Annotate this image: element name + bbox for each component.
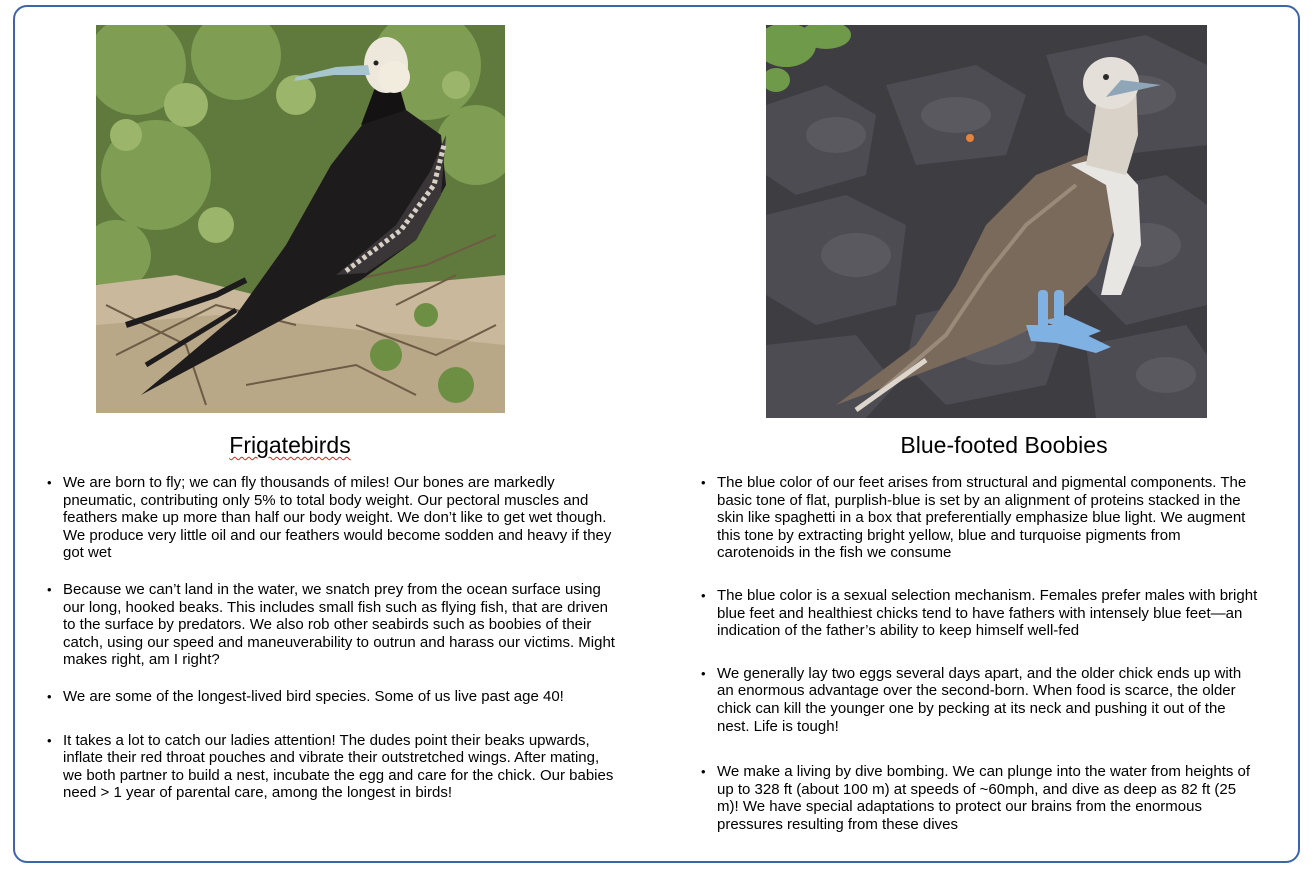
frigatebird-facts-list bbox=[45, 474, 620, 821]
frigatebird-photo bbox=[96, 25, 505, 413]
list-item: • It takes a lot to catch our ladies attention! The dudes point their beaks upwards, inflate their red throat pouches and vibrate their outstretched wings. After mating, we both partner to build a nest, incubate the egg and care for the chick. Our babies need > 1 year of parental care, among the longest in birds! bbox=[45, 732, 620, 802]
list-item: • We are some of the longest-lived bird species. Some of us live past age 40! bbox=[45, 688, 620, 706]
list-item: • We are born to fly; we can fly thousands of miles! Our bones are markedly pneumatic, contributing only 5% to total body weight. Our pectoral muscles and feathers make up more than half our body weight. We don’t like to get wet though. We produce very little oil and our feathers would become sodden and heavy if they got wet bbox=[45, 474, 620, 562]
list-item: • We make a living by dive bombing. We can plunge into the water from heights of up to 328 ft (about 100 m) at speeds of ~60mph, and dive as deep as 82 ft (25 m)! We have special adaptations to protect our brains from the enormous pressures resulting from these dives bbox=[699, 763, 1259, 833]
list-item: • The blue color is a sexual selection mechanism. Females prefer males with bright blue feet and healthiest chicks tend to have fathers with intensely blue feet—an indication of the father’s ability to keep himself well-fed bbox=[699, 587, 1259, 640]
list-item: • The blue color of our feet arises from structural and pigmental components. The basic tone of flat, purplish-blue is set by an alignment of proteins stacked in the skin like spaghetti in a box that preferentially emphasize blue light. We augment this tone by extracting bright yellow, blue and turquoise pigments from carotenoids in the fish we consume bbox=[699, 474, 1259, 562]
list-item: • We generally lay two eggs several days apart, and the older chick ends up with an enormous advantage over the second-born. When food is scarce, the older chick can kill the younger one by pecking at its neck and pushing it out of the nest. Life is tough! bbox=[699, 665, 1259, 735]
blue-footed-booby-photo bbox=[766, 25, 1207, 418]
frigatebirds-title: Frigatebirds bbox=[229, 432, 351, 458]
blue-footed-boobies-title: Blue-footed Boobies bbox=[900, 432, 1108, 458]
booby-facts-list bbox=[699, 474, 1259, 859]
list-item: • Because we can’t land in the water, we snatch prey from the ocean surface using our long, hooked beaks. This includes small fish such as flying fish, that are driven to the surface by predators. We also rob other seabirds such as boobies of their catch, using our speed and maneuverability to outrun and harass our victims. Might makes right, am I right? bbox=[45, 581, 620, 669]
